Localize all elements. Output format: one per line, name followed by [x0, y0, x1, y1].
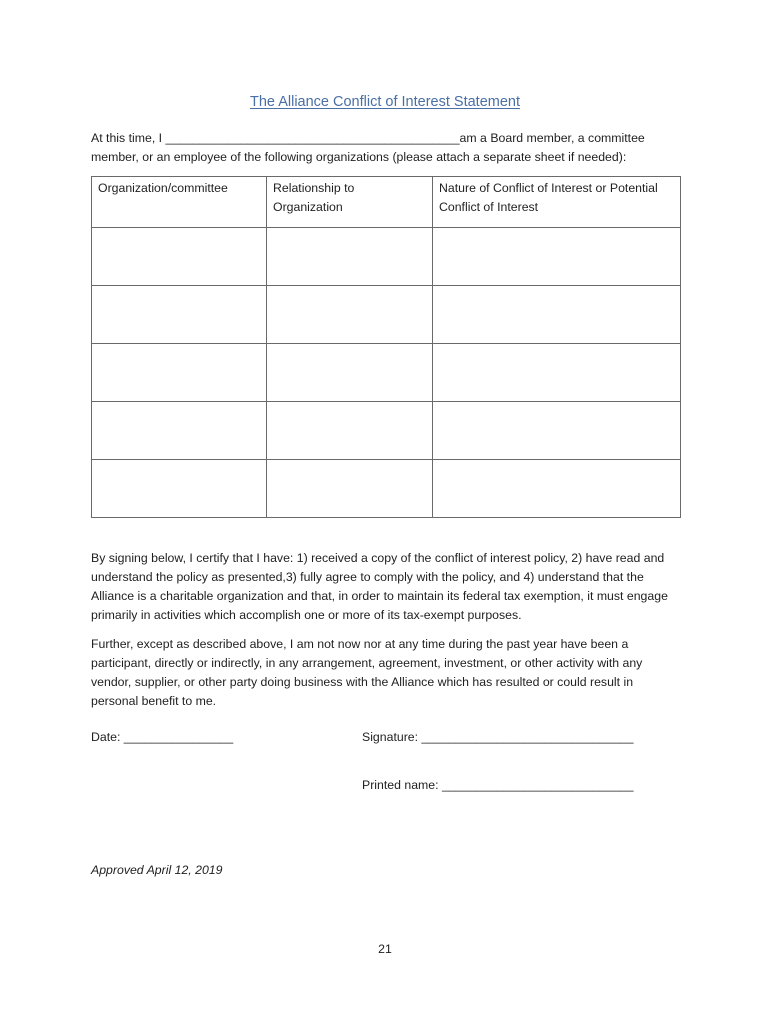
header-organization: Organization/committee — [92, 177, 267, 228]
printed-name-field[interactable]: Printed name: ____________________________ — [362, 778, 634, 792]
table-cell[interactable] — [267, 402, 433, 460]
table-cell[interactable] — [267, 228, 433, 286]
table-row — [92, 286, 681, 344]
page-number: 21 — [378, 942, 392, 956]
table-cell[interactable] — [92, 344, 267, 402]
table-cell[interactable] — [92, 228, 267, 286]
organizations-table — [91, 176, 681, 518]
table-row — [92, 402, 681, 460]
table-row — [92, 344, 681, 402]
table-cell[interactable] — [433, 460, 681, 518]
table-row — [92, 228, 681, 286]
table-cell[interactable] — [433, 402, 681, 460]
table-cell[interactable] — [267, 286, 433, 344]
header-nature-of-conflict: Nature of Conflict of Interest or Potential Conflict of Interest — [433, 177, 681, 228]
table-cell[interactable] — [433, 286, 681, 344]
table-cell[interactable] — [433, 344, 681, 402]
table-cell[interactable] — [92, 402, 267, 460]
header-relationship: Relationship to Organization — [267, 177, 433, 228]
table-header-row — [92, 177, 681, 228]
approved-date: Approved April 12, 2019 — [91, 863, 223, 877]
table-row — [92, 460, 681, 518]
intro-statement — [91, 129, 681, 167]
document-title: The Alliance Conflict of Interest Statement — [250, 94, 520, 110]
intro-line-1: At this time, I ___________________________________________am a Board member, a committee — [91, 131, 645, 145]
table-cell[interactable] — [92, 460, 267, 518]
intro-line-2: member, or an employee of the following organizations (please attach a separate sheet if needed): — [91, 150, 627, 164]
date-field[interactable]: Date: ________________ — [91, 730, 234, 744]
certify-paragraph: By signing below, I certify that I have: 1) received a copy of the conflict of interest policy, 2) have read and understand the policy as presented,3) fully agree to comply with the policy, and 4) understand that the Alliance is a charitable organization and that, in order to maintain its federal tax exemption, it must engage primarily in activities which accomplish one or more of its tax-exempt purposes. — [91, 551, 668, 622]
certification-text — [91, 549, 681, 721]
signature-field[interactable]: Signature: _______________________________ — [362, 730, 634, 744]
table-cell[interactable] — [267, 460, 433, 518]
table-cell[interactable] — [433, 228, 681, 286]
table-cell[interactable] — [267, 344, 433, 402]
table-cell[interactable] — [92, 286, 267, 344]
further-paragraph: Further, except as described above, I am not now nor at any time during the past year have been a participant, directly or indirectly, in any arrangement, agreement, investment, or other activity with any vendor, supplier, or other party doing business with the Alliance which has resulted or could result in personal benefit to me. — [91, 637, 643, 708]
